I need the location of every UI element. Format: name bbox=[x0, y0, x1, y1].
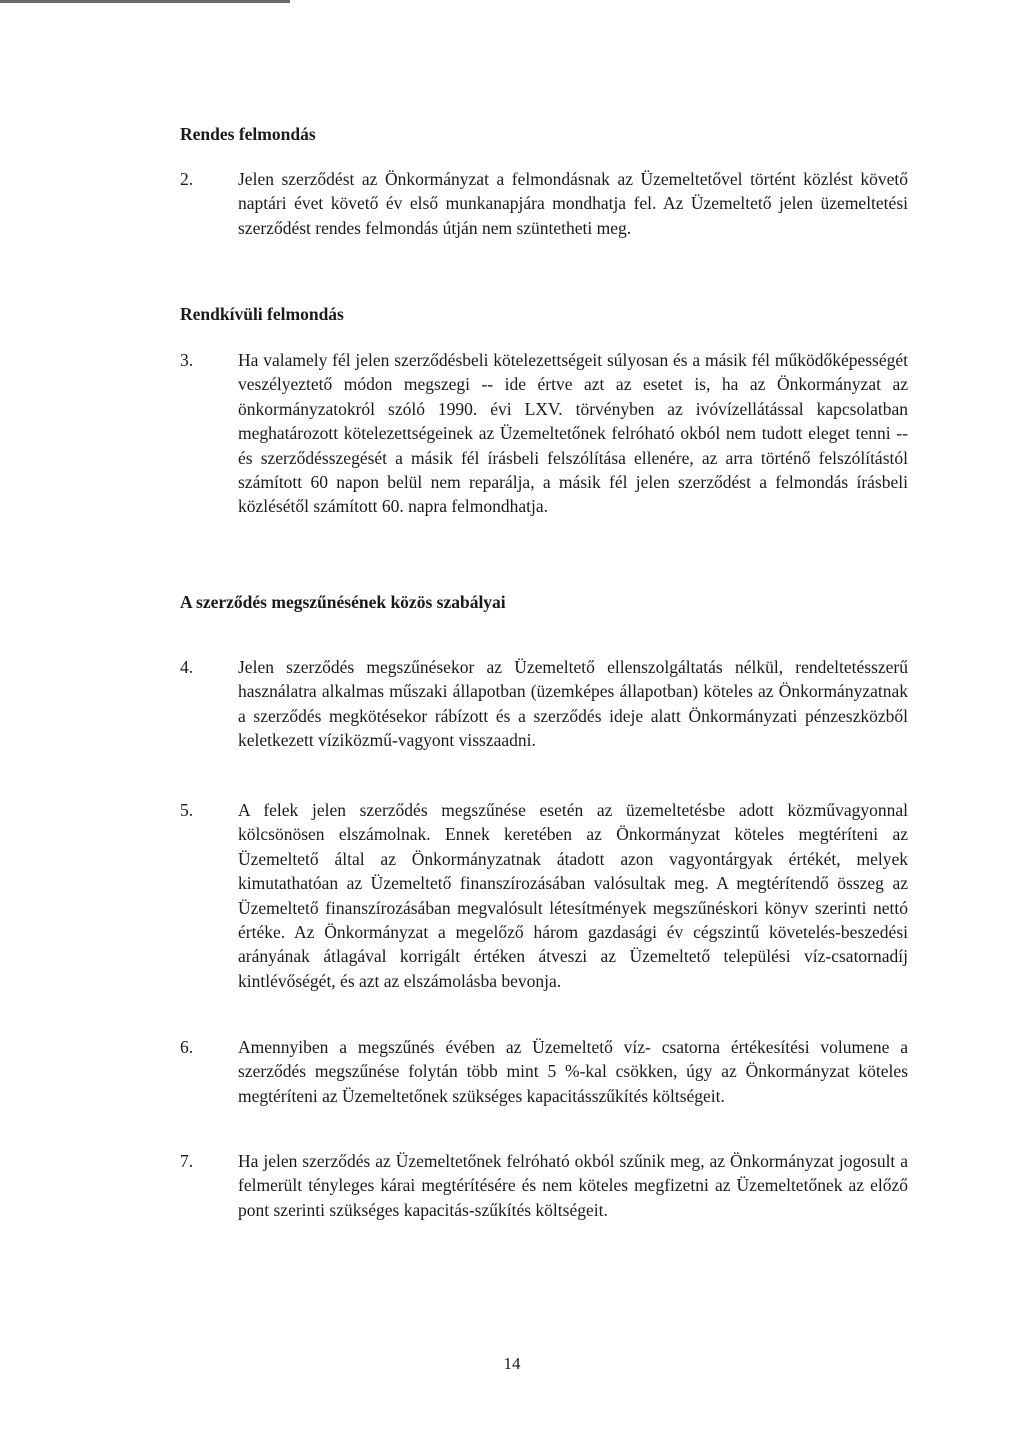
section-item-7 bbox=[180, 1149, 908, 1222]
item-number: 3. bbox=[180, 350, 194, 370]
heading-rendes-felmondas: Rendes felmondás bbox=[180, 124, 316, 144]
section-item-2 bbox=[180, 167, 908, 240]
section-item-4 bbox=[180, 655, 908, 753]
section-item-5 bbox=[180, 798, 908, 993]
item-text: Ha jelen szerződés az Üzemeltetőnek felróható okból szűnik meg, az Önkormányzat jogosult a felmerült tényleges kárai megtérítésére és nem köteles megfizetni az Üzemeltetőnek az előző pont szerinti szükséges kapacitás-szűkítés költségeit. bbox=[238, 1151, 908, 1220]
page-number: 14 bbox=[503, 1354, 521, 1373]
item-text: A felek jelen szerződés megszűnése esetén az üzemeltetésbe adott közművagyonnal kölcsönösen elszámolnak. Ennek keretében az Önkormányzat köteles megtéríteni az Üzemeltető által az Önkormányzatnak átadott azon vagyontárgyak értékét, melyek kimutathatóan az Üzemeltető finanszírozásában valósultak meg. A megtérítendő összeg az Üzemeltető finanszírozásában megvalósult létesítmények megszűnéskori könyv szerinti nettó értéke. Az Önkormányzat a megelőző három gazdasági év cégszintű követelés-beszedési arányának átlagával korrigált értéken átveszi az Üzemeltető települési víz-csatornadíj kintlévőségét, és azt az elszámolásba bevonja. bbox=[238, 800, 908, 991]
item-text: Jelen szerződés megszűnésekor az Üzemeltető ellenszolgáltatás nélkül, rendeltetésszerű használatra alkalmas műszaki állapotban (üzemképes állapotban) köteles az Önkormányzatnak a szerződés megkötésekor rábízott és a szerződés ideje alatt Önkormányzati pénzeszközből keletkezett víziközmű-vagyont visszaadni. bbox=[238, 657, 908, 751]
scan-edge bbox=[0, 0, 290, 3]
item-number: 2. bbox=[180, 169, 194, 189]
item-number: 5. bbox=[180, 800, 194, 820]
item-number: 4. bbox=[180, 657, 194, 677]
item-number: 6. bbox=[180, 1037, 194, 1057]
section-item-3 bbox=[180, 348, 908, 519]
item-text: Amennyiben a megszűnés évében az Üzemeltető víz- csatorna értékesítési volumene a szerződés megszűnése folytán több mint 5 %-kal csökken, úgy az Önkormányzat köteles megtéríteni az Üzemeltetőnek szükséges kapacitásszűkítés költségeit. bbox=[238, 1037, 908, 1106]
item-text: Ha valamely fél jelen szerződésbeli kötelezettségeit súlyosan és a másik fél működőképességét veszélyeztető módon megszegi -- ide értve azt az esetet is, ha az Önkormányzat az önkormányzatokról szóló 1990. évi LXV. törvényben az ivóvízellátással kapcsolatban meghatározott kötelezettségeinek az Üzemeltetőnek felróható okból nem tudott eleget tenni -- és szerződésszegését a másik fél írásbeli felszólítása ellenére, az arra történő felszólítástól számított 60 napon belül nem reparálja, a másik fél jelen szerződést a felmondás írásbeli közlésétől számított 60. napra felmondhatja. bbox=[238, 350, 908, 517]
item-number: 7. bbox=[180, 1151, 194, 1171]
item-text: Jelen szerződést az Önkormányzat a felmondásnak az Üzemeltetővel történt közlést követő naptári évet követő év első munkanapjára mondhatja fel. Az Üzemeltető jelen üzemeltetési szerződést rendes felmondás útján nem szüntetheti meg. bbox=[238, 169, 908, 238]
section-item-6 bbox=[180, 1035, 908, 1108]
heading-kozos-szabalyai: A szerződés megszűnésének közös szabályai bbox=[180, 592, 506, 612]
heading-rendkivuli-felmondas: Rendkívüli felmondás bbox=[180, 304, 344, 324]
